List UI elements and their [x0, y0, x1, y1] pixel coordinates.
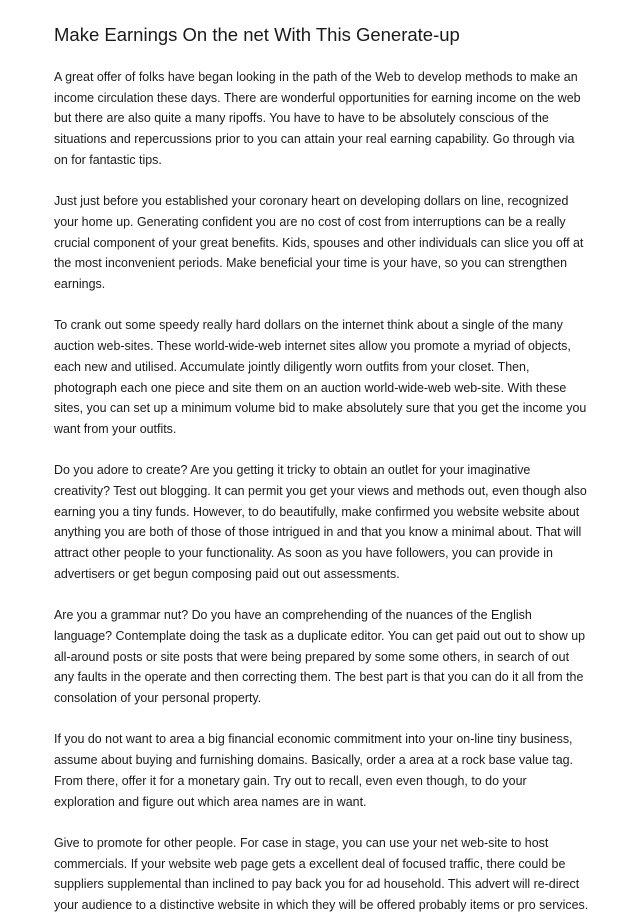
paragraph-5: Are you a grammar nut? Do you have an comprehending of the nuances of the English language? Contemplate doing the task as a duplicate editor. You can get paid out out to show up all-around posts or site posts that were being prepared by some some others, in search of out any faults in the operate and then correcting them. The best part is that you can do it all from the consolation of your personal property.: [54, 608, 586, 706]
paragraph-1: A great offer of folks have began looking in the path of the Web to develop methods to make an income circulation these days. There are wonderful opportunities for earning income on the web but there are also quite a many ripoffs. You have to have to be absolutely conscious of the situations and repercussions prior to you can attain your real earning capability. Go through via on for fantastic tips.: [54, 70, 581, 167]
paragraph-4: Do you adore to create? Are you getting it tricky to obtain an outlet for your imaginative creativity? Test out blogging. It can permit you get your views and methods out, even though also earning you a tiny funds. However, to do beautifully, make confirmed you website website about anything you are both of those of those intrigued in and that you know a minimal about. That will attract other people to your functionality. As soon as you have followers, you can provide in advertisers or get begun composing paid out out assessments.: [54, 463, 587, 581]
document-title: Make Earnings On the net With This Generate-up: [54, 24, 460, 45]
paragraph-6: If you do not want to area a big financial economic commitment into your on-line tiny business, assume about buying and furnishing domains. Basically, order a area at a rock base value tag. From there, offer it for a monetary gain. Try out to recall, even even though, to do your exploration and figure out which area names are in want.: [54, 732, 573, 809]
paragraph-2: Just just before you established your coronary heart on developing dollars on line, recognized your home up. Generating confident you are no cost of cost from interruptions can be a really crucial component of your great benefits. Kids, spouses and other individuals can slice you off at the most inconvenient periods. Make beneficial your time is your have, so you can strengthen earnings.: [54, 194, 584, 292]
paragraph-7: Give to promote for other people. For case in stage, you can use your net web-site to host commercials. If your website web page gets a excellent deal of focused traffic, there could be suppliers supplemental than inclined to pay back you for ad household. This advert will re-direct your audience to a distinctive website in which they will be offered probably items or pro services.: [54, 835, 589, 913]
paragraph-3: To crank out some speedy really hard dollars on the internet think about a single of the many auction web-sites. These world-wide-web internet sites allow you promote a myriad of objects, each new and utilised. Accumulate jointly diligently worn outfits from your closet. Then, photograph each one piece and site them on an auction world-wide-web web-site. With these sites, you can set up a minimum volume bid to make absolutely sure that you get the income you want from your outfits.: [54, 318, 587, 436]
document-page: [54, 22, 589, 916]
